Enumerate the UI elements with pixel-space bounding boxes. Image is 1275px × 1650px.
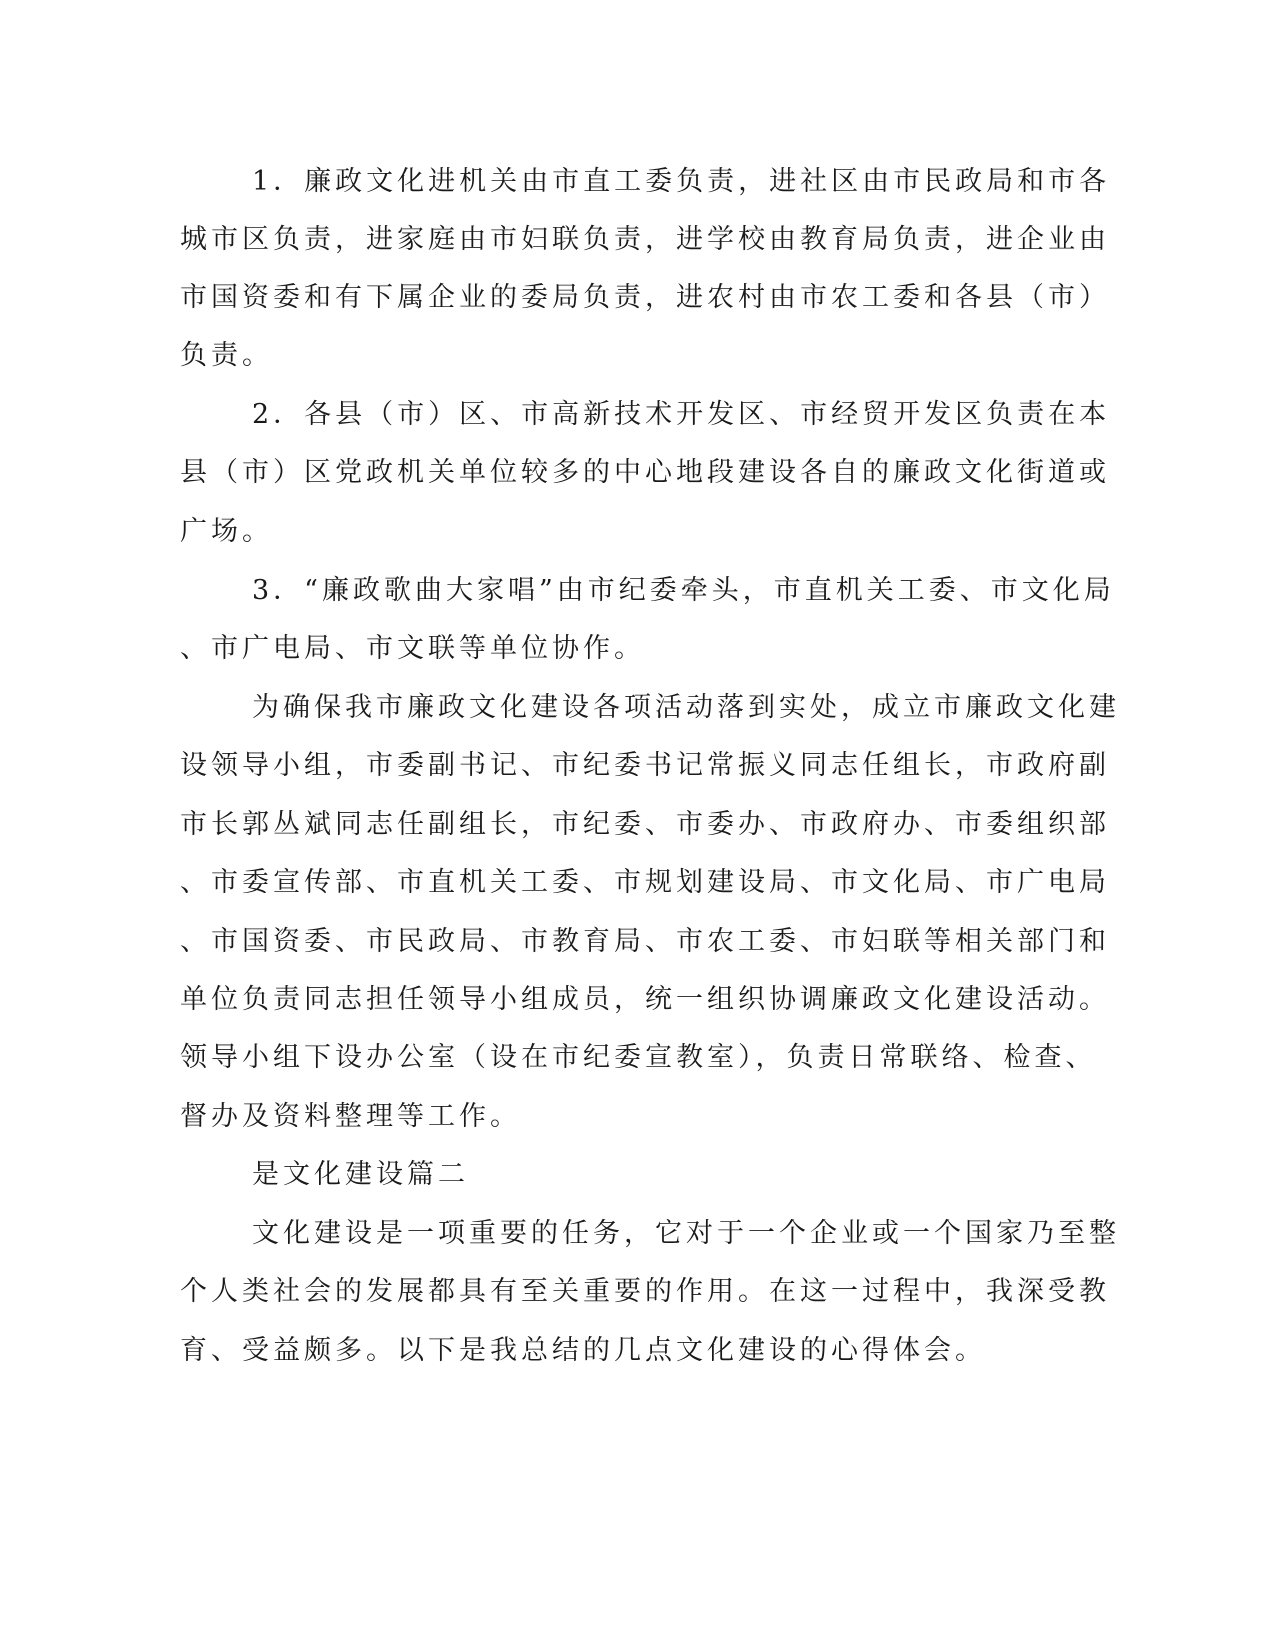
paragraph-3-line-2: 、市广电局、市文联等单位协作。	[180, 633, 645, 664]
paragraph-1-line-3: 市国资委和有下属企业的委局负责，进农村由市农工委和各县（市）	[180, 282, 1110, 313]
paragraph-3-line-1: 3．“廉政歌曲大家唱”由市纪委牵头，市直机关工委、市文化局	[252, 575, 1115, 606]
paragraph-4-line-2: 设领导小组，市委副书记、市纪委书记常振义同志任组长，市政府副	[180, 750, 1110, 781]
paragraph-4-line-3: 市长郭丛斌同志任副组长，市纪委、市委办、市政府办、市委组织部	[180, 809, 1110, 840]
paragraph-2-line-3: 广场。	[180, 516, 273, 547]
paragraph-1-line-2: 城市区负责，进家庭由市妇联负责，进学校由教育局负责，进企业由	[180, 224, 1110, 255]
paragraph-2-line-2: 县（市）区党政机关单位较多的中心地段建设各自的廉政文化街道或	[180, 457, 1110, 488]
paragraph-6-line-2: 个人类社会的发展都具有至关重要的作用。在这一过程中，我深受教	[180, 1276, 1110, 1307]
paragraph-6-line-1: 文化建设是一项重要的任务，它对于一个企业或一个国家乃至整	[252, 1218, 1120, 1249]
paragraph-1-line-4: 负责。	[180, 340, 273, 371]
paragraph-4-line-5: 、市国资委、市民政局、市教育局、市农工委、市妇联等相关部门和	[180, 926, 1110, 957]
paragraph-4-line-7: 领导小组下设办公室（设在市纪委宣教室），负责日常联络、检查、	[180, 1042, 1097, 1073]
paragraph-6-line-3: 育、受益颇多。以下是我总结的几点文化建设的心得体会。	[180, 1335, 986, 1366]
paragraph-4-line-6: 单位负责同志担任领导小组成员，统一组织协调廉政文化建设活动。	[180, 984, 1110, 1015]
paragraph-4-line-4: 、市委宣传部、市直机关工委、市规划建设局、市文化局、市广电局	[180, 867, 1110, 898]
paragraph-4-line-8: 督办及资料整理等工作。	[180, 1101, 521, 1132]
section-heading: 是文化建设篇二	[252, 1159, 469, 1190]
paragraph-2-line-1: 2．各县（市）区、市高新技术开发区、市经贸开发区负责在本	[252, 399, 1111, 430]
paragraph-1-line-1: 1．廉政文化进机关由市直工委负责，进社区由市民政局和市各	[252, 166, 1111, 197]
paragraph-4-line-1: 为确保我市廉政文化建设各项活动落到实处，成立市廉政文化建	[252, 692, 1120, 723]
